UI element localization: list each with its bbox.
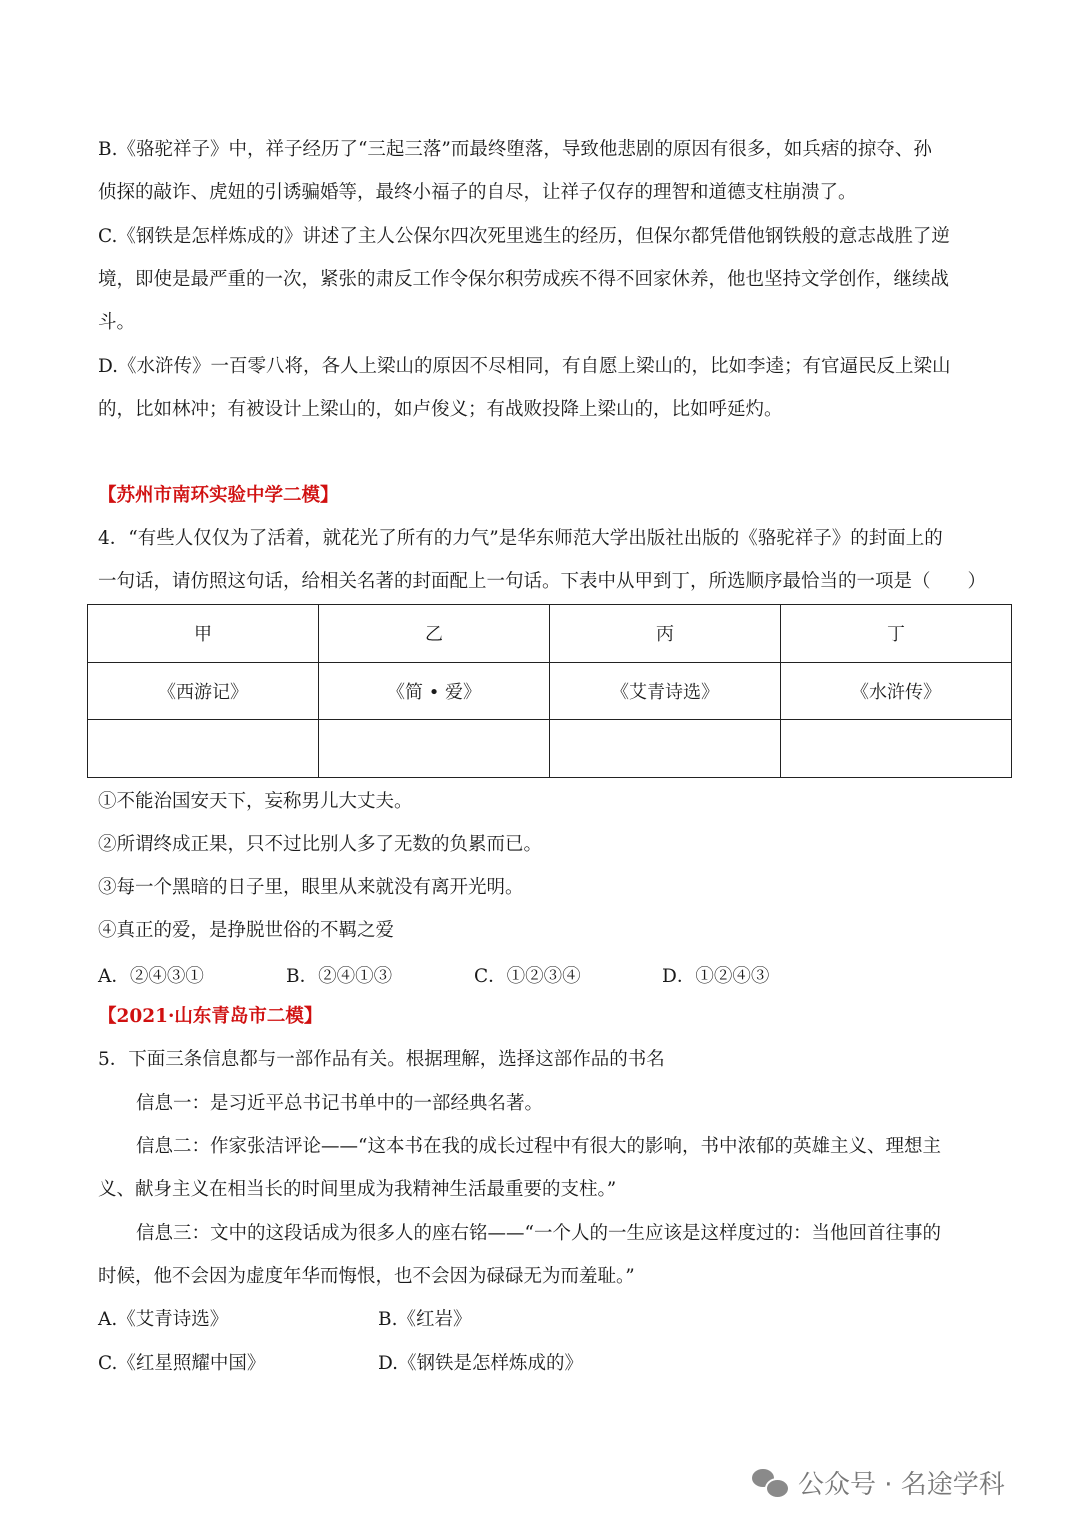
q3-option-c-line-2: 境，即使是最严重的一次，紧张的肃反工作令保尔积劳成疾不得不回家休养，他也坚持文学创作，继续战 [98,269,950,290]
q5-option-d: D.《钢铁是怎样炼成的》 [378,1353,584,1374]
q4-item-2: ②所谓终成正果，只不过比别人多了无数的负累而已。 [98,834,543,855]
table-book-cell: 《西游记》 [88,662,319,720]
q5-info-2-line-2: 义、献身主义在相当长的时间里成为我精神生活最重要的支柱。” [98,1179,617,1200]
q3-option-d-line-1: D.《水浒传》一百零八将，各人上梁山的原因不尽相同，有自愿上梁山的，比如李逵；有官逼民反上梁山 [98,356,951,377]
q4-book-table [87,604,1012,778]
q5-source-tag: 【2021·山东青岛市二模】 [98,1006,323,1027]
q3-option-b-line-2: 侦探的敲诈、虎妞的引诱骗婚等，最终小福子的自尽，让祥子仅存的理智和道德支柱崩溃了。 [98,182,857,203]
table-book-cell: 《艾青诗选》 [550,662,781,720]
table-header-cell: 乙 [319,605,550,663]
q4-item-4: ④真正的爱，是挣脱世俗的不羁之爱 [98,920,395,941]
q4-stem-line-1: 4．“有些人仅仅为了活着，就花光了所有的力气”是华东师范大学出版社出版的《骆驼祥子》的封面上的 [98,528,943,549]
q5-option-a: A.《艾青诗选》 [98,1309,229,1330]
q4-item-3: ③每一个黑暗的日子里，眼里从来就没有离开光明。 [98,877,524,898]
q4-option-d: D．①②④③ [662,966,770,987]
q4-item-1: ①不能治国安天下，妄称男儿大丈夫。 [98,791,413,812]
table-row [88,720,1012,778]
q3-option-b-line-1: B.《骆驼祥子》中，祥子经历了“三起三落”而最终堕落，导致他悲剧的原因有很多，如兵痞的掠夺、孙 [98,139,932,160]
q4-options [98,962,798,986]
table-blank-cell [550,720,781,778]
q5-info-3-line-2: 时候，他不会因为虚度年华而悔恨，也不会因为碌碌无为而羞耻。” [98,1266,635,1287]
q5-option-c: C.《红星照耀中国》 [98,1353,266,1374]
q4-source-tag: 【苏州市南环实验中学二模】 [98,485,339,506]
q5-option-b: B.《红岩》 [378,1309,472,1330]
table-book-cell: 《简 • 爱》 [319,662,550,720]
table-header-cell: 丙 [550,605,781,663]
table-header-cell: 甲 [88,605,319,663]
table-blank-cell [88,720,319,778]
q3-option-c-line-1: C.《钢铁是怎样炼成的》讲述了主人公保尔四次死里逃生的经历，但保尔都凭借他钢铁般的意志战胜了逆 [98,226,950,247]
q4-option-b: B．②④①③ [286,966,393,987]
q4-option-c: C．①②③④ [474,966,581,987]
q5-info-2-line-1: 信息二：作家张洁评论——“这本书在我的成长过程中有很大的影响，书中浓郁的英雄主义、理想主 [136,1136,941,1157]
table-row [88,662,1012,720]
table-book-cell: 《水浒传》 [781,662,1012,720]
q4-option-a: A．②④③① [98,966,204,987]
q3-option-c-line-3: 斗。 [98,312,136,333]
wechat-watermark [752,1462,1005,1502]
q3-option-d-line-2: 的，比如林冲；有被设计上梁山的，如卢俊义；有战败投降上梁山的，比如呼延灼。 [98,399,783,420]
q4-stem-line-2: 一句话，请仿照这句话，给相关名著的封面配上一句话。下表中从甲到丁，所选顺序最恰当的一项是（ ） [98,571,987,592]
table-header-cell: 丁 [781,605,1012,663]
wechat-icon [752,1467,788,1497]
watermark-text: 公众号 · 名途学科 [798,1469,1005,1500]
table-blank-cell [319,720,550,778]
q5-info-3-line-1: 信息三：文中的这段话成为很多人的座右铭——“一个人的一生应该是这样度过的：当他回首往事的 [136,1223,941,1244]
table-header-row [88,605,1012,663]
q5-stem: 5．下面三条信息都与一部作品有关。根据理解，选择这部作品的书名 [98,1049,665,1070]
table-blank-cell [781,720,1012,778]
q5-info-1: 信息一：是习近平总书记书单中的一部经典名著。 [136,1093,544,1114]
